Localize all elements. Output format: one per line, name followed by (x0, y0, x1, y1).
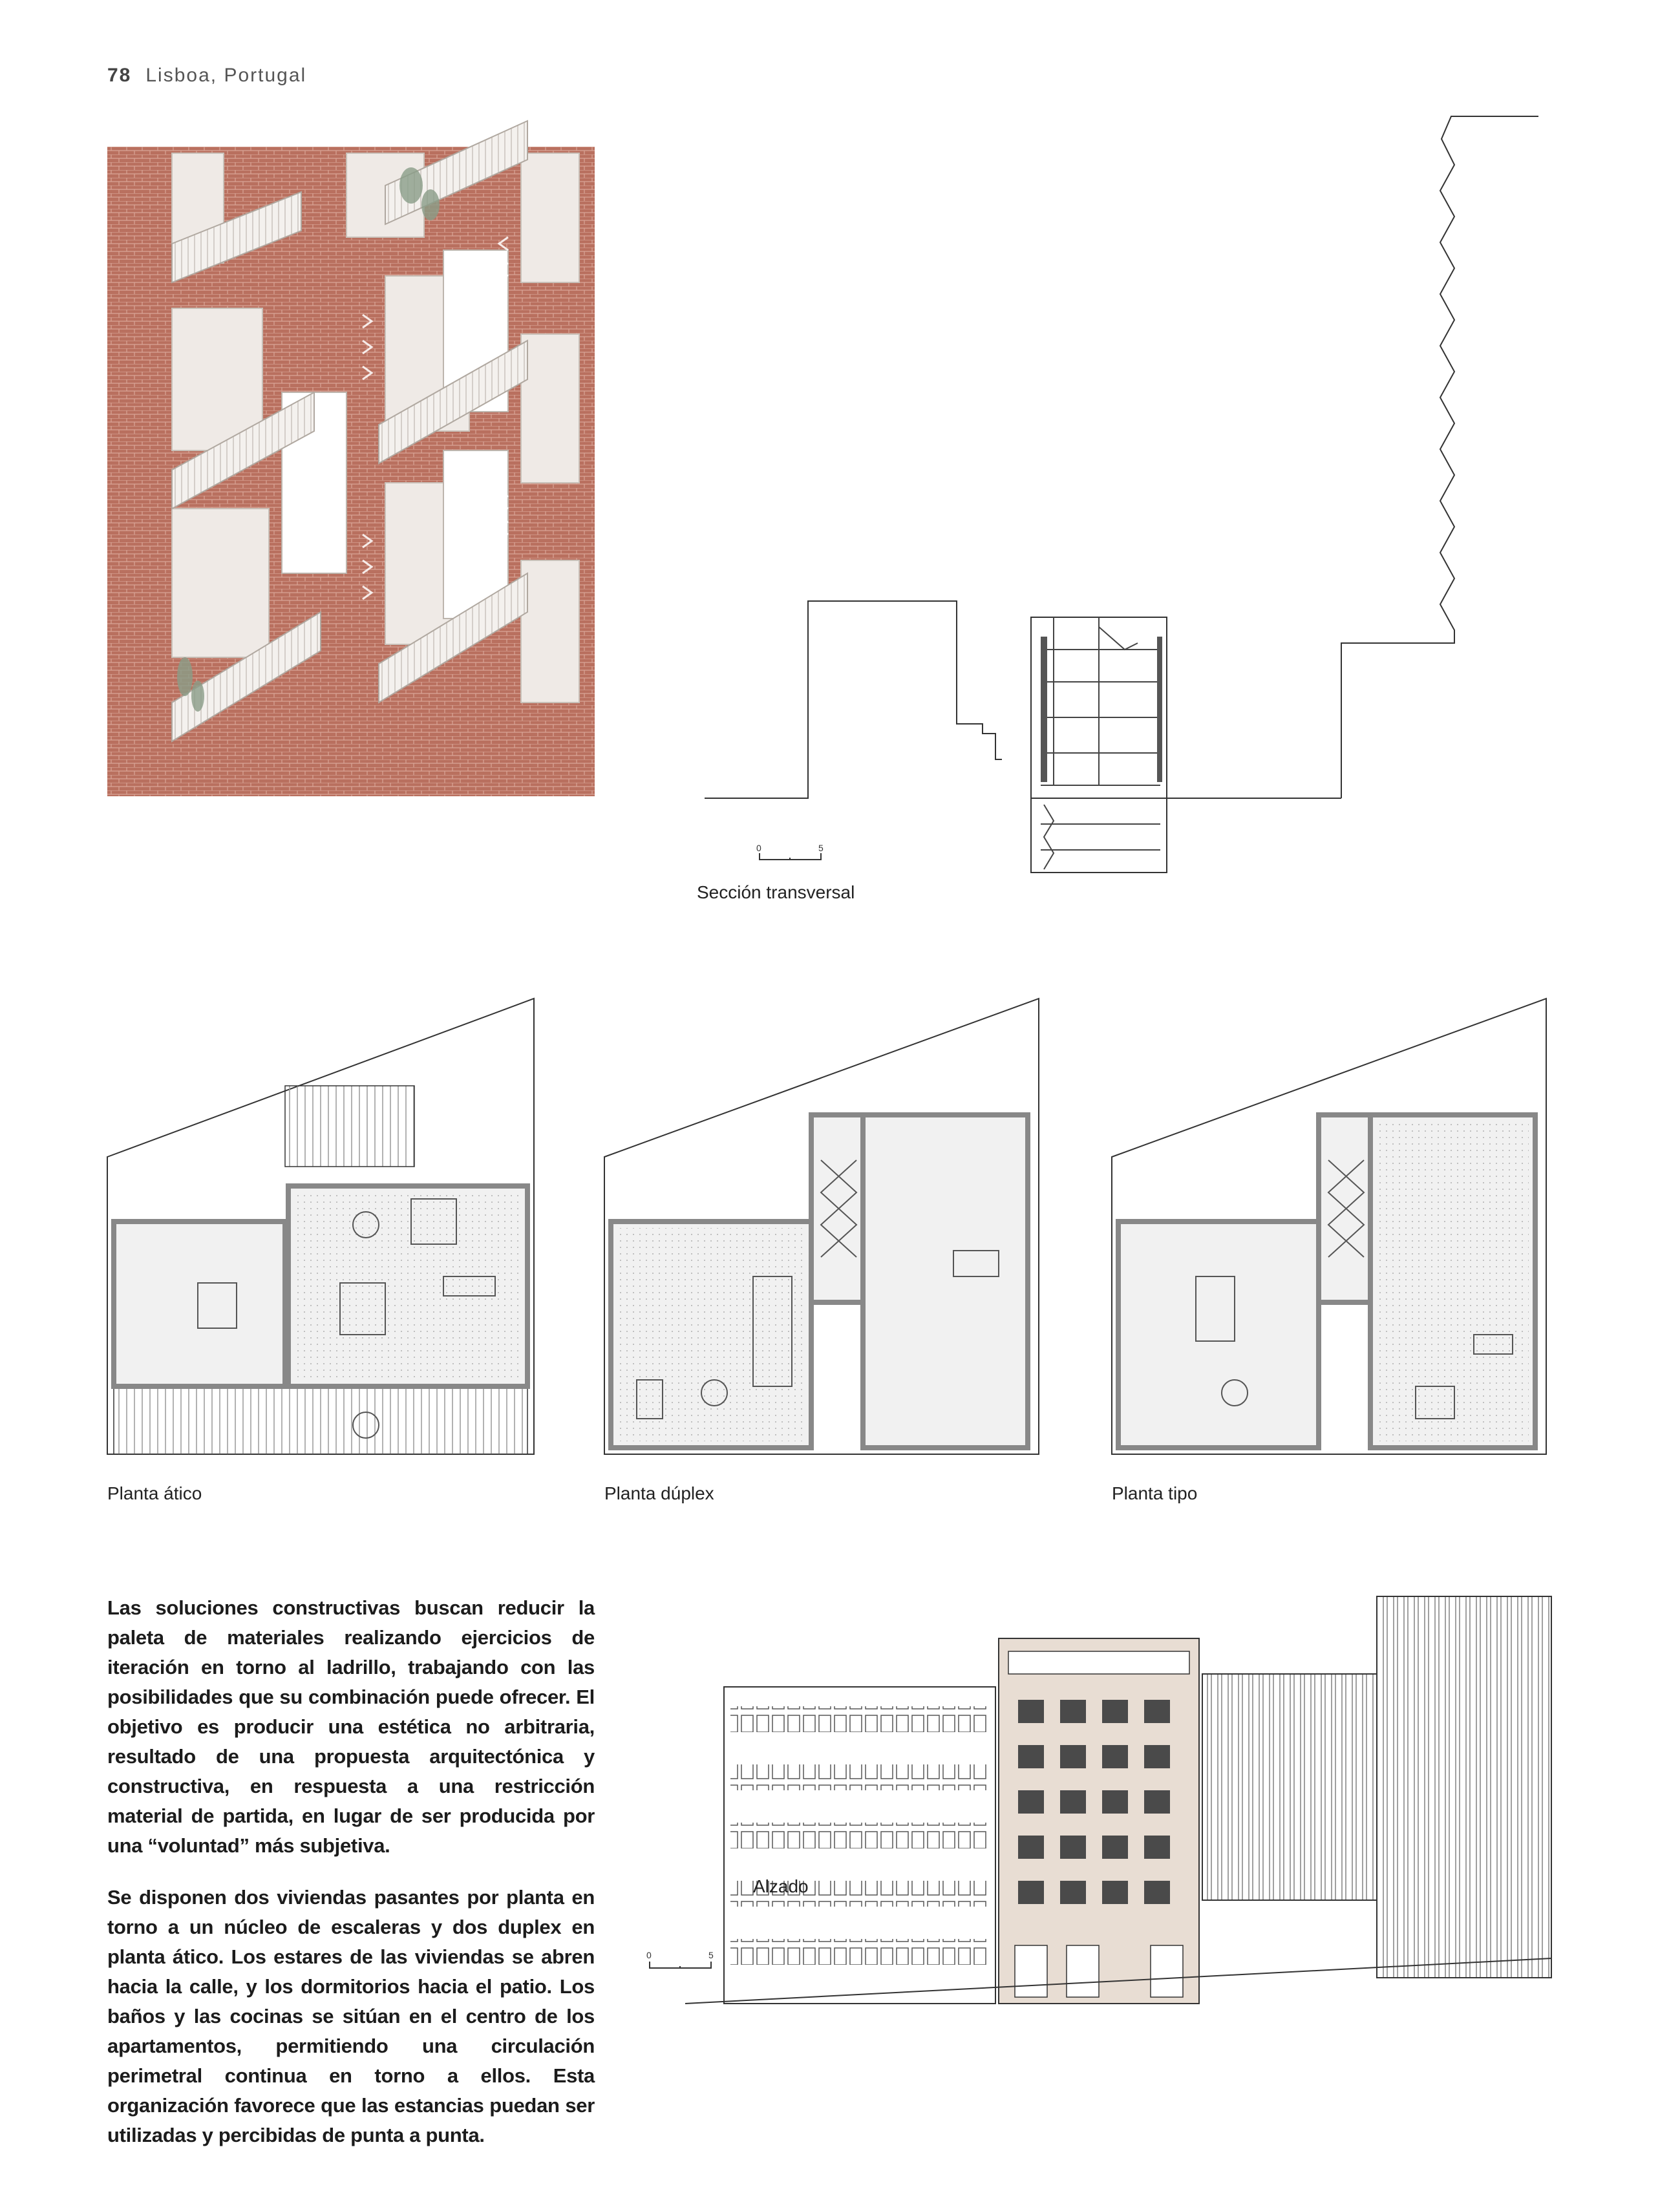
section-scale-start: 0 (756, 843, 761, 853)
caption-plan-typical: Planta tipo (1112, 1483, 1198, 1503)
facade-illustration (107, 147, 595, 796)
plan-attic-drawing (107, 999, 534, 1457)
elevation-drawing (646, 1596, 1551, 2023)
plan-typical-drawing (1112, 999, 1546, 1457)
page-location: Lisboa, Portugal (145, 65, 307, 86)
body-text (107, 1593, 595, 2172)
caption-plan-attic: Planta ático (107, 1483, 202, 1503)
elevation-scale-end: 5 (708, 1950, 714, 1960)
page-number: 78 (107, 65, 132, 86)
caption-plan-duplex: Planta dúplex (604, 1483, 714, 1503)
section-drawing (705, 113, 1558, 863)
plan-duplex-drawing (604, 999, 1039, 1457)
caption-elevation: Alzado (753, 1876, 809, 1896)
body-paragraph-1: Las soluciones constructivas buscan reducir la paleta de materiales realizando ejercicios de iteración en torno al ladrillo, trabajando con las posibilidades que su combinación puede ofrecer. El objetivo es producir una estética no arbitraria, resultado de una propuesta arquitectónica y constructiva, en respuesta a una restricción material de partida, en lugar de ser producida por una “voluntad” más subjetiva. (107, 1596, 595, 1857)
caption-section: Sección transversal (697, 882, 855, 902)
page-header (107, 65, 306, 87)
body-paragraph-2: Se disponen dos viviendas pasantes por planta en torno a un núcleo de escaleras y dos duplex en planta ático. Los estares de las viviendas se abren hacia la calle, y los dormitorios hacia el patio. Los baños y las cocinas se sitúan en el centro de los apartamentos, permitiendo una circulación perimetral continua en torno a ellos. Esta organización favorece que las estancias puedan ser utilizadas y percibidas de punta a punta. (107, 1886, 595, 2146)
elevation-scale-start: 0 (646, 1950, 652, 1960)
section-scale-end: 5 (818, 843, 824, 853)
